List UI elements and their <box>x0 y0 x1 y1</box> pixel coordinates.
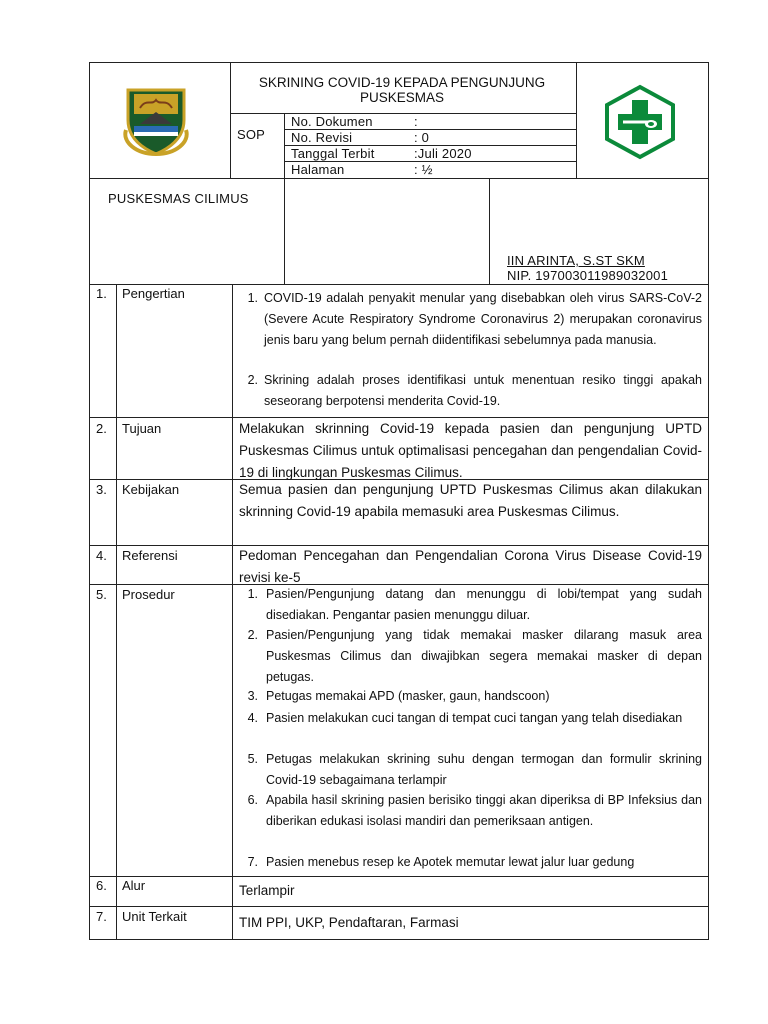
meta-label-page: Halaman <box>291 162 345 177</box>
border-bottom <box>89 939 709 940</box>
section-label-alur: Alur <box>122 878 146 893</box>
signer-nip: NIP. 197003011989032001 <box>507 268 668 283</box>
section-text-referensi: Pedoman Pencegahan dan Pengendalian Corona Virus Disease Covid-19 revisi ke-5 <box>239 548 702 585</box>
section-label-prosedur: Prosedur <box>122 587 175 602</box>
divider <box>89 876 709 877</box>
divider <box>284 178 285 284</box>
section-label-referensi: Referensi <box>122 548 178 563</box>
organization-name: PUSKESMAS CILIMUS <box>108 191 249 206</box>
section-label-tujuan: Tujuan <box>122 421 162 436</box>
divider <box>89 906 709 907</box>
section-label-pengertian: Pengertian <box>122 286 185 301</box>
section-number: 1. <box>96 286 107 301</box>
document-title: SKRINING COVID-19 KEPADA PENGUNJUNG PUSKESMAS <box>258 75 546 105</box>
section-number: 7. <box>96 909 107 924</box>
section-text-unit-terkait: TIM PPI, UKP, Pendaftaran, Farmasi <box>239 915 459 930</box>
signer-name: IIN ARINTA, S.ST SKM <box>507 253 645 268</box>
health-cross-logo <box>603 84 677 160</box>
divider <box>489 178 490 284</box>
section-label-unit-terkait: Unit Terkait <box>122 909 187 924</box>
divider <box>116 284 117 940</box>
meta-label-revision: No. Revisi <box>291 130 353 145</box>
section-number: 6. <box>96 878 107 893</box>
meta-value-revision: : 0 <box>414 130 430 145</box>
divider <box>89 284 709 285</box>
sop-label: SOP <box>237 127 266 142</box>
section-number: 3. <box>96 482 107 497</box>
divider <box>230 62 231 178</box>
meta-value-document-number: : <box>414 114 418 129</box>
divider <box>230 113 577 114</box>
meta-label-document-number: No. Dokumen <box>291 114 373 129</box>
section-number: 4. <box>96 548 107 563</box>
section-text-alur: Terlampir <box>239 883 295 898</box>
section-text-kebijakan: Semua pasien dan pengunjung UPTD Puskesmas Cilimus akan dilakukan skrinning Covid-19 apabila memasuki area Puskesmas Cilimus. <box>239 482 702 519</box>
meta-label-issue-date: Tanggal Terbit <box>291 146 375 161</box>
section-label-kebijakan: Kebijakan <box>122 482 180 497</box>
section-number: 2. <box>96 421 107 436</box>
divider <box>89 178 709 179</box>
divider <box>232 284 233 940</box>
regional-emblem-logo <box>120 84 192 156</box>
meta-value-issue-date: :Juli 2020 <box>414 146 472 161</box>
section-text-tujuan: Melakukan skrinning Covid-19 kepada pasien dan pengunjung UPTD Puskesmas Cilimus untuk optimalisasi pencegahan dan pengendalian Covid-19 di lingkungan Puskesmas Cilimus. <box>239 421 702 480</box>
border-left <box>89 62 90 940</box>
section-number: 5. <box>96 587 107 602</box>
border-top <box>89 62 709 63</box>
border-right <box>708 62 709 940</box>
meta-value-page: : ½ <box>414 162 433 177</box>
